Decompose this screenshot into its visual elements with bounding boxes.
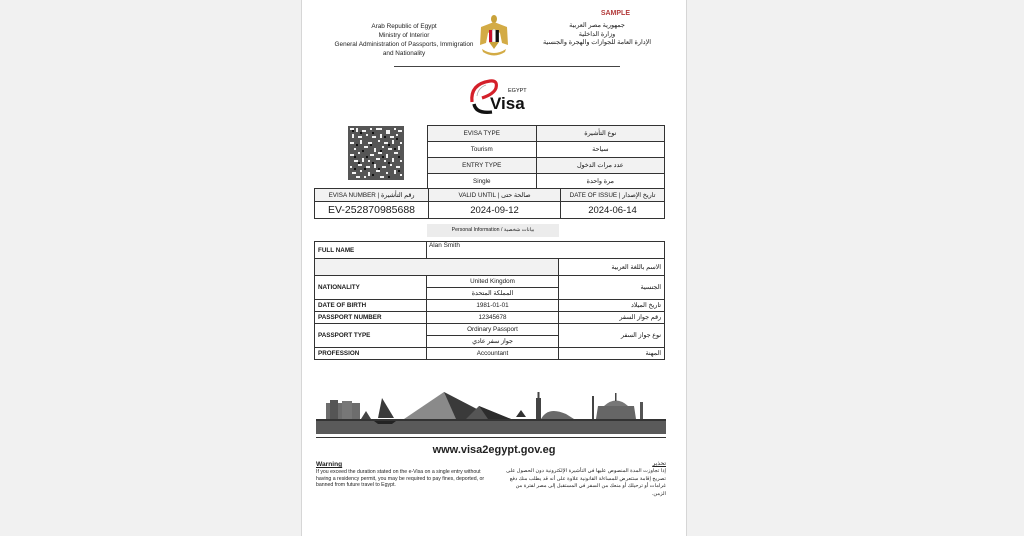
header-arabic-authority [522,22,672,48]
header-english-authority [314,22,494,58]
egypt-eagle-emblem-icon [478,13,510,57]
valid-until-value: 2024-09-12 [429,202,561,219]
entry-type-label-ar: عدد مرات الدخول [536,158,664,174]
header-en-line: and Nationality [382,50,426,57]
skyline-divider [316,437,666,438]
header-ar-line: الإدارة العامة للجوازات والهجرة والجنسية [543,39,651,46]
logo-egypt-text: EGYPT [508,88,527,94]
nationality-value: United Kingdom [427,276,559,288]
nationality-label: NATIONALITY [315,276,427,300]
header-ar-line: وزارة الداخلية [578,30,616,38]
header-en-line: Arab Republic of Egypt [371,23,437,30]
entry-type-label: ENTRY TYPE [428,158,537,174]
date-of-issue-value: 2024-06-14 [561,202,665,219]
full-name-value: Alan Smith [427,242,665,259]
evisa-number-value: EV-252870985688 [315,202,429,219]
header-ar-line: جمهورية مصر العربية [569,22,625,29]
passport-type-label: PASSPORT TYPE [315,324,427,348]
evisa-number-label: EVISA NUMBER | رقم التأشيرة [315,189,429,202]
warning-arabic [502,461,666,498]
warning-title: Warning [316,461,343,468]
arabic-name-value [315,259,559,276]
evisa-document-page [301,0,687,536]
entry-type-value-ar: مرة واحدة [536,174,664,190]
evisa-type-label: EVISA TYPE [428,126,537,142]
evisa-type-label-ar: نوع التأشيرة [536,126,664,142]
passport-number-value: 12345678 [427,312,559,324]
valid-until-label: VALID UNTIL | صالحة حتى [429,189,561,202]
profession-label-ar: المهنة [559,348,665,360]
date-of-issue-label: DATE OF ISSUE | تاريخ الإصدار [561,189,665,202]
evisa-type-value-ar: سياحة [536,142,664,158]
entry-type-value: Single [428,174,537,190]
passport-type-label-ar: نوع جواز السفر [559,324,665,348]
visa-type-table [427,125,665,190]
nationality-label-ar: الجنسية [559,276,665,300]
warning-text-ar: إذا تجاوزت المدة المنصوص عليها في التأشيرة الإلكترونية دون الحصول على تصريح إقامة ستتعرض للمساءلة القانونية علاوة على أنه قد يطلب منك دفع غرامات أو ترحيلك أو منعك من السفر في المستقبل إلى مصر لفترة من الزمن. [506,468,666,497]
nationality-value-ar: المملكة المتحدة [427,288,559,300]
visa-dates-table [314,188,665,219]
passport-number-label-ar: رقم جواز السفر [559,312,665,324]
personal-info-table [314,241,665,360]
qr-code-icon [348,126,404,180]
warning-text: If you exceed the duration stated on the e-Visa on a single entry without having a residency permit, you may be required to pay fines, deported, or banned from future travel to Egypt. [316,469,485,489]
sample-watermark-label: SAMPLE [600,10,630,17]
header-en-line: Ministry of Interior [378,32,430,39]
passport-type-value-ar: جواز سفر عادي [427,336,559,348]
passport-type-value: Ordinary Passport [427,324,559,336]
dob-value: 1981-01-01 [427,300,559,312]
passport-number-label: PASSPORT NUMBER [315,312,427,324]
dob-label-ar: تاريخ الميلاد [559,300,665,312]
dob-label: DATE OF BIRTH [315,300,427,312]
egypt-landmarks-skyline-icon [316,386,666,436]
logo-visa-text: Visa [490,94,525,113]
profession-label: PROFESSION [315,348,427,360]
arabic-name-label: الاسم باللغة العربية [559,259,665,276]
evisa-logo-icon [468,76,532,116]
full-name-label: FULL NAME [315,242,427,259]
header-divider [394,66,620,67]
warning-title-ar: تحذير [652,461,666,467]
website-link[interactable]: www.visa2egypt.gov.eg [432,444,556,456]
profession-value: Accountant [427,348,559,360]
personal-information-heading: Personal Information / بيانات شخصية [427,224,559,237]
header-en-line: General Administration of Passports, Immigration [334,41,474,48]
evisa-type-value: Tourism [428,142,537,158]
warning-english [316,461,492,489]
